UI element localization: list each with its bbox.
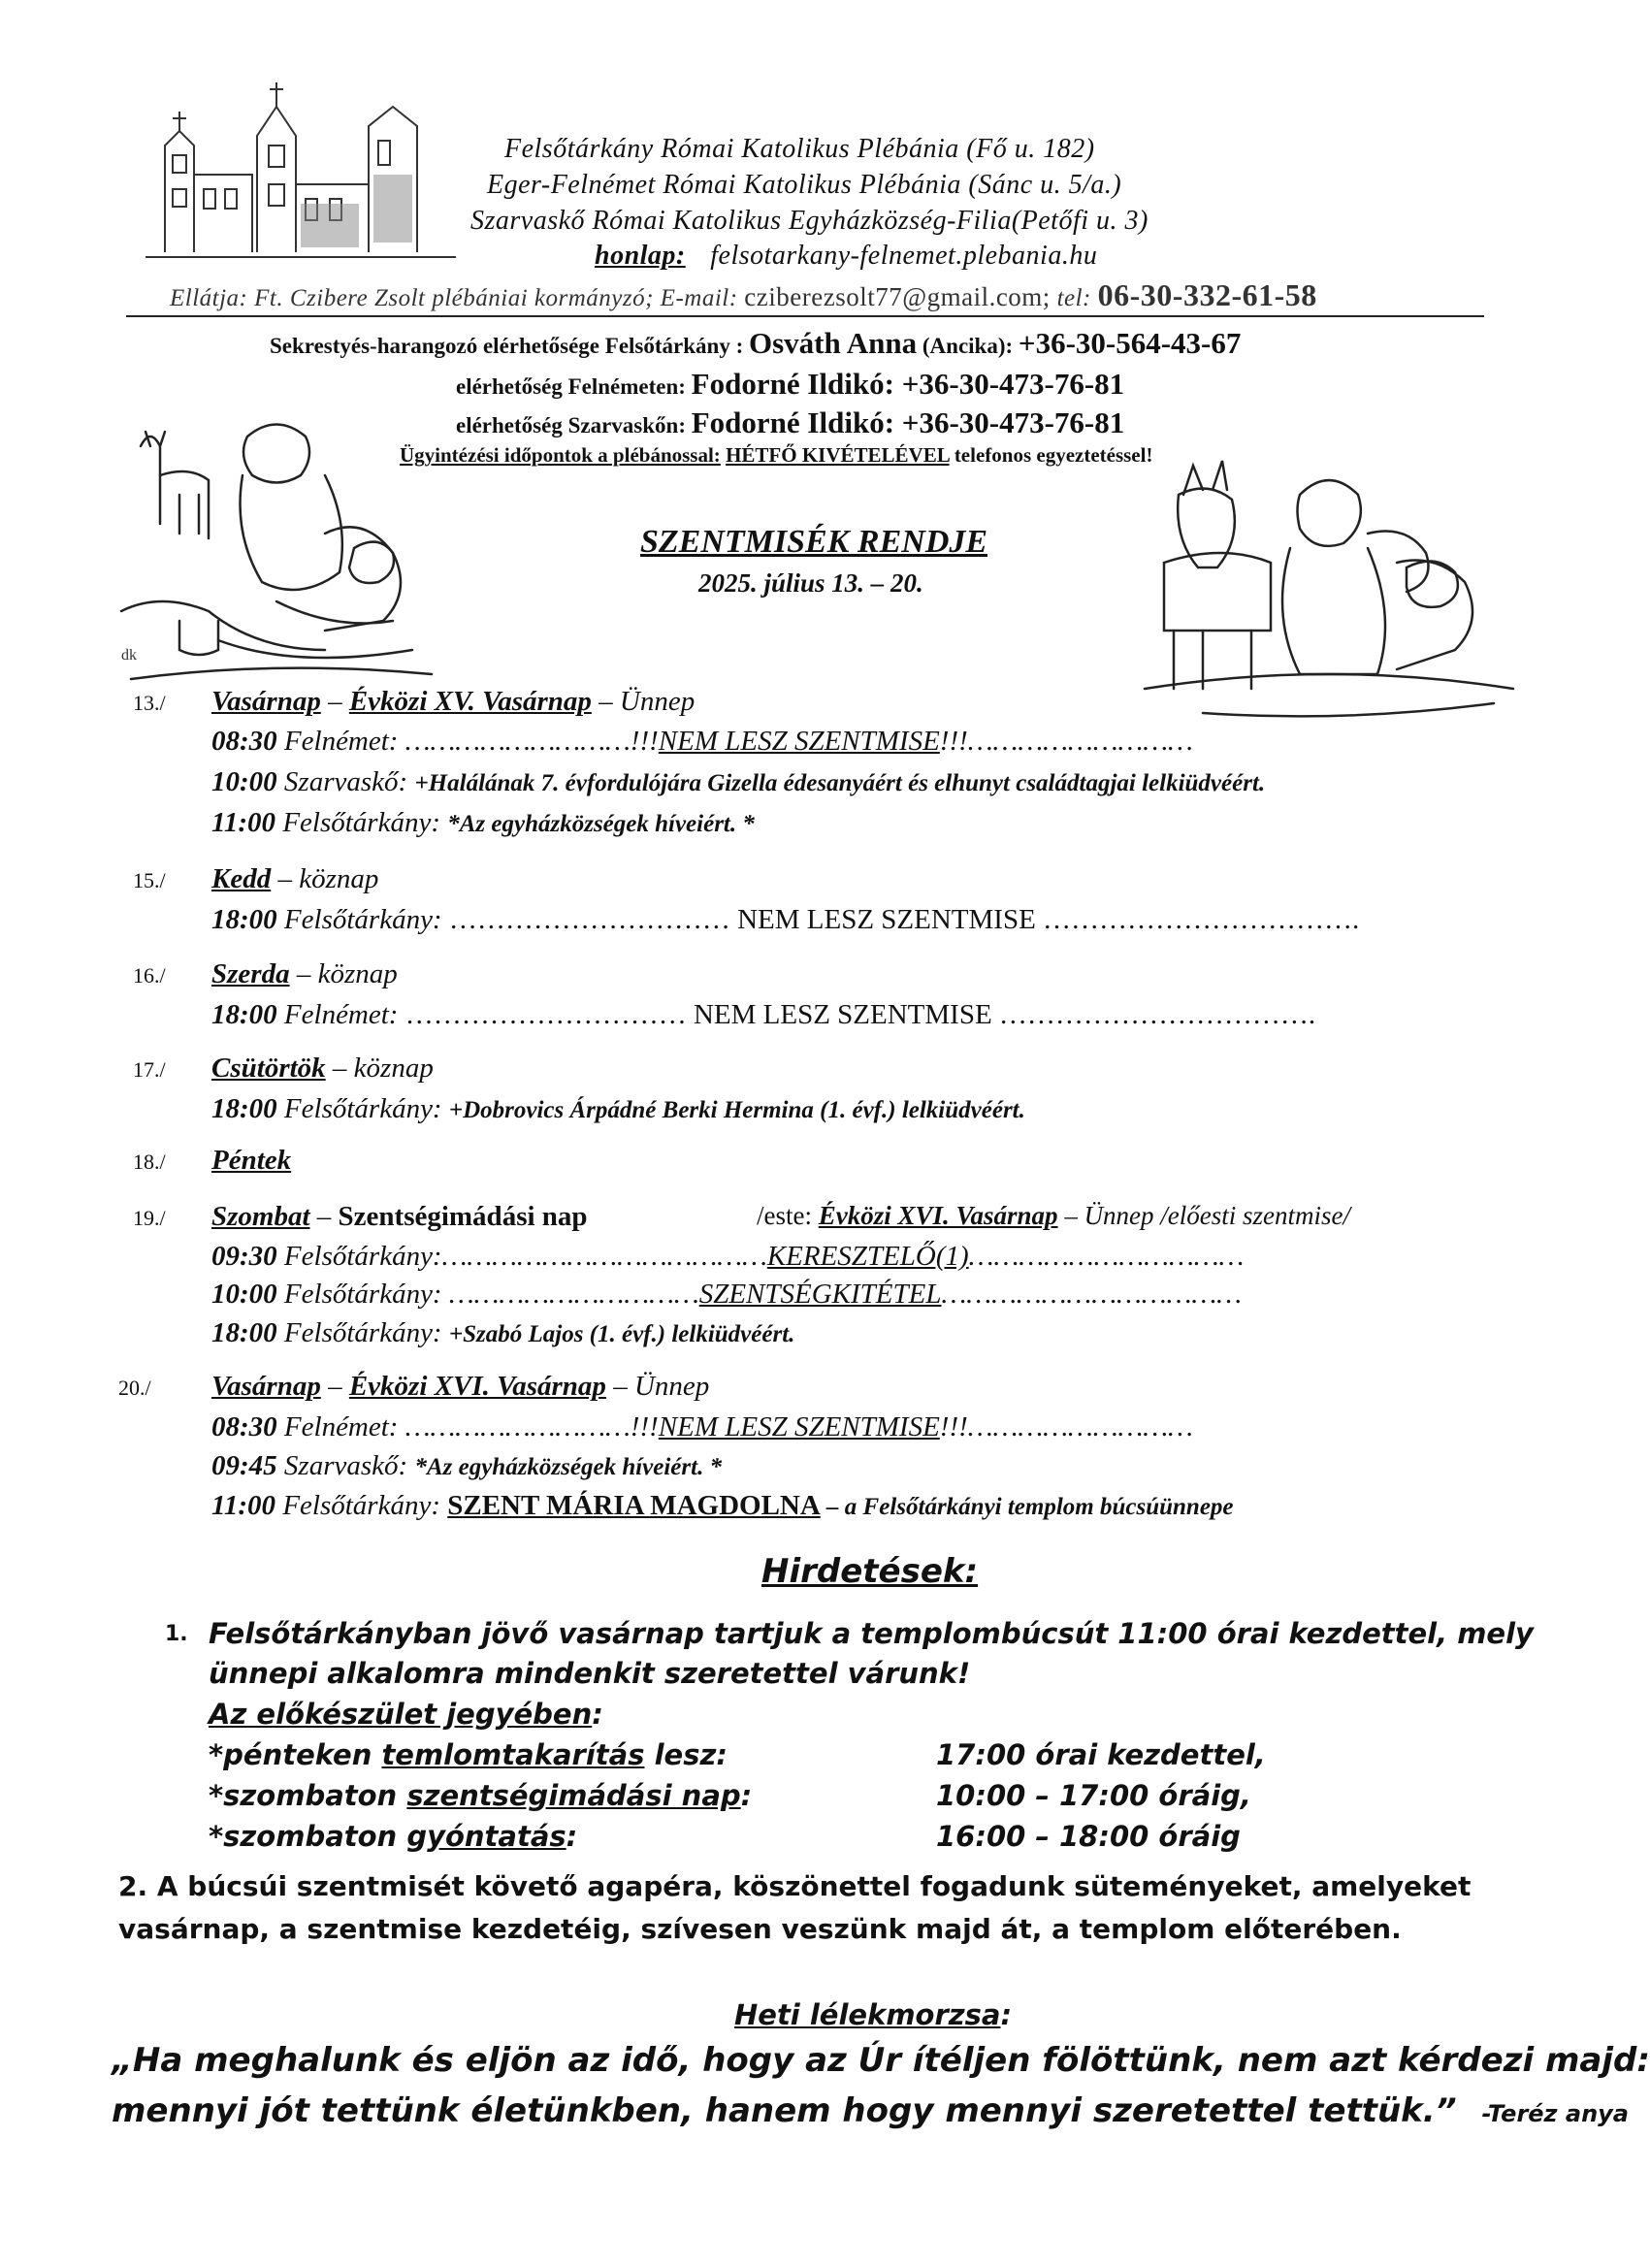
contact-name: Osváth Anna <box>748 326 918 360</box>
mass-place: Szarvaskő: <box>276 766 415 797</box>
mass-row <box>211 1317 794 1349</box>
prep-item-pre: *szombaton <box>209 1820 407 1853</box>
samaritan-illustration-right <box>1145 456 1513 728</box>
day-sep: – <box>320 1371 349 1402</box>
mass-row <box>211 904 1359 936</box>
prep-item <box>209 1738 728 1771</box>
day-number: 15./ <box>133 868 166 892</box>
mass-row <box>211 1411 1193 1443</box>
morsel-title-colon: : <box>1000 1998 1013 2031</box>
mass-special: NEM LESZ SZENTMISE <box>658 726 940 757</box>
mass-place: Felsőtárkány: <box>276 904 449 935</box>
day-number: 17./ <box>133 1057 166 1082</box>
day-heading <box>211 1201 588 1233</box>
svg-text:dk: dk <box>121 647 137 664</box>
prep-item <box>209 1820 577 1853</box>
mass-text: ………………………!!! <box>404 726 659 757</box>
prep-label: Az előkészület jegyében <box>209 1698 593 1731</box>
contact-sacristan <box>270 326 1241 361</box>
day-suffix: köznap <box>299 863 379 894</box>
mass-text: ………………………… NEM LESZ SZENTMISE ……………………………. <box>448 904 1360 935</box>
day-number: 16./ <box>133 963 166 988</box>
mass-place: Felsőtárkány: <box>275 807 448 838</box>
mass-text: ………………………… NEM LESZ SZENTMISE ……………………………. <box>404 999 1316 1030</box>
announcement-1-line-1: Felsőtárkányban jövő vasárnap tartjuk a templombúcsút 11:00 órai kezdettel, mely <box>209 1617 1534 1650</box>
mass-place: Felsőtárkány: <box>276 1279 449 1310</box>
evening-label: /este: <box>757 1201 819 1230</box>
prep-item-time: 17:00 órai kezdettel, <box>936 1738 1266 1771</box>
mass-row <box>211 1450 722 1482</box>
day-heading <box>211 686 695 718</box>
mass-text: +Dobrovics Árpádné Berki Hermina (1. évf.) lelkiüdvéért. <box>448 1097 1025 1123</box>
day-name: Péntek <box>211 1145 292 1176</box>
prep-item-key: temlomtakarítás <box>381 1738 645 1771</box>
day-sep: – <box>309 1201 339 1232</box>
homepage-label: honlap: <box>595 241 686 271</box>
contact-nick: (Ancika): <box>917 334 1019 358</box>
office-hours-rest: telefonos egyeztetéssel! <box>949 443 1153 467</box>
mass-time: 09:45 <box>211 1450 277 1481</box>
prep-item-post: : <box>740 1779 753 1812</box>
admin-tel-label: tel: <box>1056 285 1091 311</box>
contact-name: Fodorné Ildikó: <box>691 405 902 439</box>
homepage-url[interactable]: felsotarkany-felnemet.plebania.hu <box>710 241 1098 271</box>
mass-text: +Szabó Lajos (1. évf.) lelkiüdvéért. <box>448 1321 795 1347</box>
mass-row <box>211 1241 1244 1273</box>
mass-place: Felsőtárkány: <box>276 1317 449 1348</box>
mass-time: 10:00 <box>211 1279 277 1310</box>
prep-item-pre: *pénteken <box>209 1738 382 1771</box>
mass-row <box>211 1093 1025 1125</box>
prep-heading <box>209 1698 603 1731</box>
prep-item-pre: *szombaton <box>209 1779 407 1812</box>
mass-place: Felsőtárkány: <box>276 1241 442 1272</box>
day-number: 20./ <box>118 1376 151 1400</box>
announcement-1-num: 1. <box>165 1622 188 1646</box>
evening-suffix: – Ünnep /előesti szentmise/ <box>1057 1201 1351 1230</box>
quote-line-2-text: mennyi jót tettünk életünkben, hanem hogy mennyi szeretettel tettük.” <box>112 2091 1457 2130</box>
evening-feast: Évközi XVI. Vasárnap <box>818 1201 1058 1230</box>
announcement-2-line-2: vasárnap, a szentmise kezdetéig, szívesen veszünk majd át, a templom előterében. <box>118 1913 1402 1945</box>
mass-special: NEM LESZ SZENTMISE <box>658 1411 940 1442</box>
announcements-title: Hirdetések: <box>761 1552 979 1591</box>
prep-item-post: lesz: <box>644 1738 728 1771</box>
day-name: Vasárnap <box>211 686 321 717</box>
mass-time: 18:00 <box>211 1093 277 1124</box>
mass-row <box>211 999 1315 1031</box>
admin-text: Ellátja: Ft. Czibere Zsolt plébániai kormányzó; E-mail: <box>170 285 738 311</box>
day-heading <box>211 1145 291 1177</box>
contact-name: Fodorné Ildikó: <box>691 367 902 401</box>
day-number: 18./ <box>133 1150 166 1174</box>
mass-time: 08:30 <box>211 726 277 757</box>
day-sep: – <box>325 1053 354 1084</box>
announcement-1-line-2: ünnepi alkalomra mindenkit szeretettel várunk! <box>209 1657 971 1690</box>
mass-place: Felnémet: <box>276 726 405 757</box>
day-suffix: – Ünnep <box>605 1371 710 1402</box>
mass-time: 09:30 <box>211 1241 277 1272</box>
mass-text: ………………………… <box>448 1279 699 1310</box>
prep-item-time: 10:00 – 17:00 óráig, <box>936 1779 1251 1812</box>
day-suffix: Szentségimádási nap <box>338 1201 588 1232</box>
day-feast: Évközi XV. Vasárnap <box>348 686 592 717</box>
day-name: Szerda <box>211 958 290 989</box>
day-sep: – <box>271 863 300 894</box>
day-sep: – <box>289 958 318 989</box>
day-heading <box>211 958 398 990</box>
day-sep: – <box>320 686 349 717</box>
mass-special: SZENTSÉGKITÉTEL <box>698 1279 942 1310</box>
mass-row <box>211 726 1193 758</box>
prep-item-post: : <box>566 1820 578 1853</box>
mass-tail: …………………………… <box>968 1241 1245 1272</box>
office-hours-label: Ügyintézési időpontok a plébánossal: <box>400 443 721 467</box>
schedule-title: SZENTMISÉK RENDJE <box>640 524 988 560</box>
quote-author: -Teréz anya <box>1481 2100 1629 2127</box>
mass-text: +Halálának 7. évfordulójára Gizella édesanyáért és elhunyt családtagjai lelkiüdvéért. <box>414 770 1266 796</box>
header-line-3: Szarvaskő Római Katolikus Egyházközség-Filia(Petőfi u. 3) <box>470 206 1149 236</box>
mass-time: 18:00 <box>211 1317 277 1348</box>
mass-time: 11:00 <box>211 807 276 838</box>
mass-time: 08:30 <box>211 1411 277 1442</box>
church-illustration <box>146 78 466 272</box>
mass-row <box>211 807 755 839</box>
day-number: 13./ <box>133 691 166 715</box>
mass-special: KERESZTELŐ(1) <box>766 1241 969 1272</box>
contact-label: Sekrestyés-harangozó elérhetősége Felsőtárkány : <box>270 334 749 358</box>
day-suffix: köznap <box>317 958 398 989</box>
mass-text: *Az egyházközségek híveiért. * <box>414 1454 723 1480</box>
mass-time: 11:00 <box>211 1490 276 1521</box>
contact-phone: +36-30-473-76-81 <box>901 405 1125 439</box>
mass-text: ………………………………… <box>441 1241 767 1272</box>
day-number: 19./ <box>133 1206 166 1230</box>
day-name: Vasárnap <box>211 1371 321 1402</box>
day-name: Csütörtök <box>211 1053 326 1084</box>
mass-row <box>211 1279 1242 1311</box>
mass-text: *Az egyházközségek híveiért. * <box>447 811 755 837</box>
mass-tail: !!!……………………… <box>939 726 1193 757</box>
office-hours-highlight: HÉTFŐ KIVÉTELÉVEL <box>726 443 950 467</box>
day-name: Szombat <box>211 1201 310 1232</box>
day-heading <box>211 1053 434 1085</box>
prep-item <box>209 1779 752 1812</box>
contact-felnemet <box>456 367 1124 402</box>
contact-label: elérhetőség Szarvaskőn: <box>456 413 692 437</box>
contact-phone: +36-30-473-76-81 <box>901 367 1125 401</box>
mass-tail: !!!……………………… <box>939 1411 1193 1442</box>
admin-line <box>170 277 1317 313</box>
day-heading <box>211 863 378 895</box>
morsel-title-text: Heti lélekmorzsa <box>734 1998 1001 2031</box>
day-suffix: – Ünnep <box>591 686 696 717</box>
mass-place: Felnémet: <box>276 1411 405 1442</box>
mass-time: 18:00 <box>211 999 277 1030</box>
quote-line-2 <box>112 2091 1629 2130</box>
prep-item-key: gyóntatás <box>406 1820 566 1853</box>
prep-colon: : <box>592 1698 603 1731</box>
header-rule <box>126 315 1484 317</box>
day-suffix: köznap <box>353 1053 434 1084</box>
mass-place: Felsőtárkány: <box>276 1093 449 1124</box>
prep-item-time: 16:00 – 18:00 óráig <box>936 1820 1241 1853</box>
mass-special: SZENT MÁRIA MAGDOLNA <box>447 1490 821 1521</box>
mass-time: 10:00 <box>211 766 277 797</box>
mass-row <box>211 1490 1234 1522</box>
mass-time: 18:00 <box>211 904 277 935</box>
morsel-title <box>734 1998 1012 2031</box>
announcement-2-line-1: 2. A búcsúi szentmisét követő agapéra, köszönettel fogadunk süteményeket, amelyeket <box>118 1870 1472 1902</box>
samaritan-illustration-left <box>121 388 441 689</box>
mass-place: Felsőtárkány: <box>275 1490 448 1521</box>
homepage-line <box>595 241 1097 272</box>
header-line-1: Felsőtárkány Római Katolikus Plébánia (Fő u. 182) <box>504 134 1095 164</box>
day-name: Kedd <box>211 863 272 894</box>
contact-phone: +36-30-564-43-67 <box>1018 326 1242 360</box>
mass-text: ………………………!!! <box>404 1411 659 1442</box>
admin-tel: 06-30-332-61-58 <box>1097 277 1317 312</box>
mass-place: Szarvaskő: <box>276 1450 415 1481</box>
day-heading <box>211 1371 709 1403</box>
mass-tail: – a Felsőtárkányi templom búcsúünnepe <box>820 1494 1234 1520</box>
quote-line-1: „Ha meghalunk és eljön az idő, hogy az Úr ítéljen fölöttünk, nem azt kérdezi majd: <box>112 2041 1650 2080</box>
office-hours <box>400 443 1152 468</box>
contact-szarvasko <box>456 405 1124 440</box>
schedule-date-range: 2025. július 13. – 20. <box>698 568 923 598</box>
mass-tail: ……………………………… <box>941 1279 1242 1310</box>
header-line-2: Eger-Felnémet Római Katolikus Plébánia (Sánc u. 5/a.) <box>487 170 1122 200</box>
admin-email[interactable]: cziberezsolt77@gmail.com; <box>744 282 1051 311</box>
contact-label: elérhetőség Felnémeten: <box>456 374 692 399</box>
day-feast: Évközi XVI. Vasárnap <box>348 1371 606 1402</box>
mass-row <box>211 766 1265 798</box>
prep-item-key: szentségimádási nap <box>406 1779 741 1812</box>
day-evening <box>757 1201 1350 1231</box>
mass-place: Felnémet: <box>276 999 405 1030</box>
